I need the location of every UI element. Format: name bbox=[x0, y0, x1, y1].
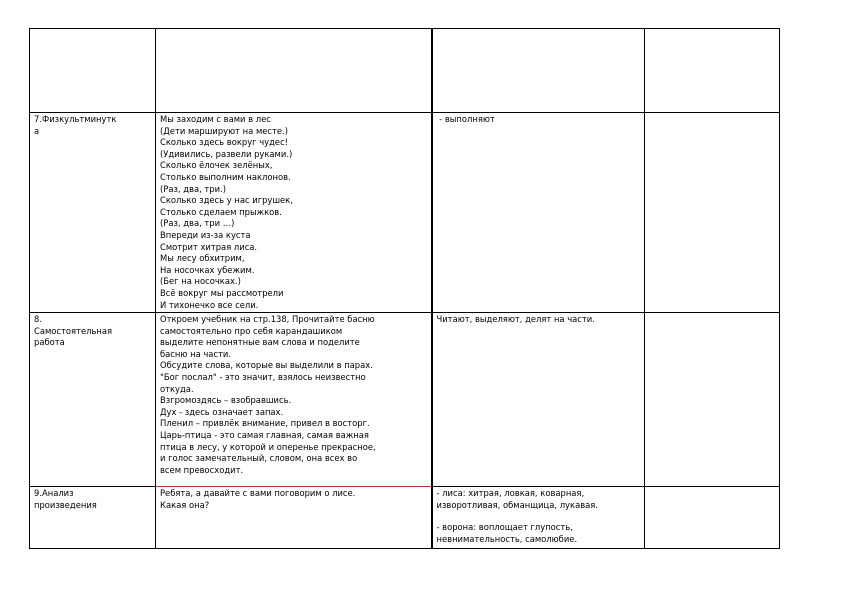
stage-cell bbox=[30, 487, 156, 549]
stage-line: работа bbox=[34, 337, 65, 348]
teacher-line: Ребята, а давайте с вами поговорим о лисе. bbox=[160, 488, 356, 499]
stage-line: 8. bbox=[34, 314, 42, 325]
teacher-line: Смотрит хитрая лиса. bbox=[160, 241, 258, 252]
students-cell bbox=[432, 113, 645, 313]
teacher-line: Обсудите слова, которые вы выделили в парах. bbox=[160, 360, 373, 371]
teacher-line: Всё вокруг мы рассмотрели bbox=[160, 287, 284, 298]
teacher-line: и голос замечательный, словом, она всех во bbox=[160, 453, 358, 464]
teacher-line: Столько сделаем прыжков. bbox=[160, 206, 282, 217]
notes-cell bbox=[645, 313, 780, 487]
teacher-line: (Раз, два, три.) bbox=[160, 183, 226, 194]
teacher-line: И тихонечко все сели. bbox=[160, 299, 259, 310]
teacher-line: "Бог послал" - это значит, взялось неизвестно bbox=[160, 372, 366, 383]
notes-cell bbox=[645, 113, 780, 313]
notes-cell bbox=[645, 487, 780, 549]
teacher-line: На носочках убежим. bbox=[160, 264, 255, 275]
teacher-line: птица в лесу, у которой и оперенье прекрасное, bbox=[160, 441, 376, 452]
teacher-line: Царь-птица - это самая главная, самая важная bbox=[160, 430, 369, 441]
teacher-line: самостоятельно про себя карандашиком bbox=[160, 325, 343, 336]
teacher-line: Сколько здесь вокруг чудес! bbox=[160, 137, 289, 148]
notes-cell bbox=[645, 29, 780, 113]
teacher-line: Взгромоздясь – взобравшись. bbox=[160, 395, 292, 406]
teacher-line: всем превосходит. bbox=[160, 464, 244, 475]
students-cell bbox=[432, 29, 645, 113]
teacher-line: Впереди из-за куста bbox=[160, 229, 251, 240]
stage-line: Самостоятельная bbox=[34, 325, 113, 336]
table-row bbox=[30, 113, 780, 313]
teacher-line: (Раз, два, три …) bbox=[160, 218, 235, 229]
students-line: изворотливая, обманщица, лукавая. bbox=[436, 499, 598, 510]
table-row bbox=[30, 313, 780, 487]
students-line: - ворона: воплощает глупость, bbox=[436, 522, 573, 533]
teacher-line: Мы лесу обхитрим, bbox=[160, 253, 245, 264]
teacher-line: Мы заходим с вами в лес bbox=[160, 114, 271, 124]
teacher-line: Сколько ёлочек зелёных, bbox=[160, 160, 273, 171]
teacher-line: басню на части. bbox=[160, 348, 232, 359]
spacer bbox=[437, 511, 641, 522]
teacher-line: выделите непонятные вам слова и поделите bbox=[160, 337, 360, 348]
teacher-line: Какая она? bbox=[160, 499, 210, 510]
students-line: невнимательность, самолюбие. bbox=[436, 533, 578, 544]
stage-line: а bbox=[34, 125, 40, 136]
teacher-line: Пленил – привлёк внимание, привел в восторг. bbox=[160, 418, 370, 429]
lesson-table bbox=[29, 28, 780, 549]
teacher-line: откуда. bbox=[160, 383, 194, 394]
teacher-line: (Бег на носочках.) bbox=[160, 276, 241, 287]
teacher-line: (Удивились, развели руками.) bbox=[160, 148, 293, 159]
table-row bbox=[30, 29, 780, 113]
stage-line: 7.Физкультминутк bbox=[34, 114, 117, 124]
teacher-cell bbox=[156, 487, 432, 549]
stage-cell bbox=[30, 29, 156, 113]
teacher-cell bbox=[156, 113, 432, 313]
teacher-line: Откроем учебник на стр.138, Прочитайте басню bbox=[160, 314, 375, 325]
students-cell bbox=[432, 313, 645, 487]
teacher-cell bbox=[156, 29, 432, 113]
students-cell bbox=[432, 487, 645, 549]
teacher-line: Сколько здесь у нас игрушек, bbox=[160, 195, 293, 206]
stage-cell bbox=[30, 113, 156, 313]
teacher-line: Столько выполним наклонов. bbox=[160, 171, 291, 182]
students-line: - лиса: хитрая, ловкая, коварная, bbox=[436, 488, 585, 499]
stage-cell bbox=[30, 313, 156, 487]
teacher-line: Дух - здесь означает запах. bbox=[160, 406, 284, 417]
stage-line: 9.Анализ bbox=[34, 488, 74, 499]
students-line: Читают, выделяют, делят на части. bbox=[436, 314, 595, 325]
students-line: - выполняют bbox=[436, 114, 495, 124]
table-row bbox=[30, 487, 780, 549]
teacher-cell bbox=[156, 313, 432, 487]
teacher-line: (Дети маршируют на месте.) bbox=[160, 125, 288, 136]
stage-line: произведения bbox=[34, 499, 97, 510]
